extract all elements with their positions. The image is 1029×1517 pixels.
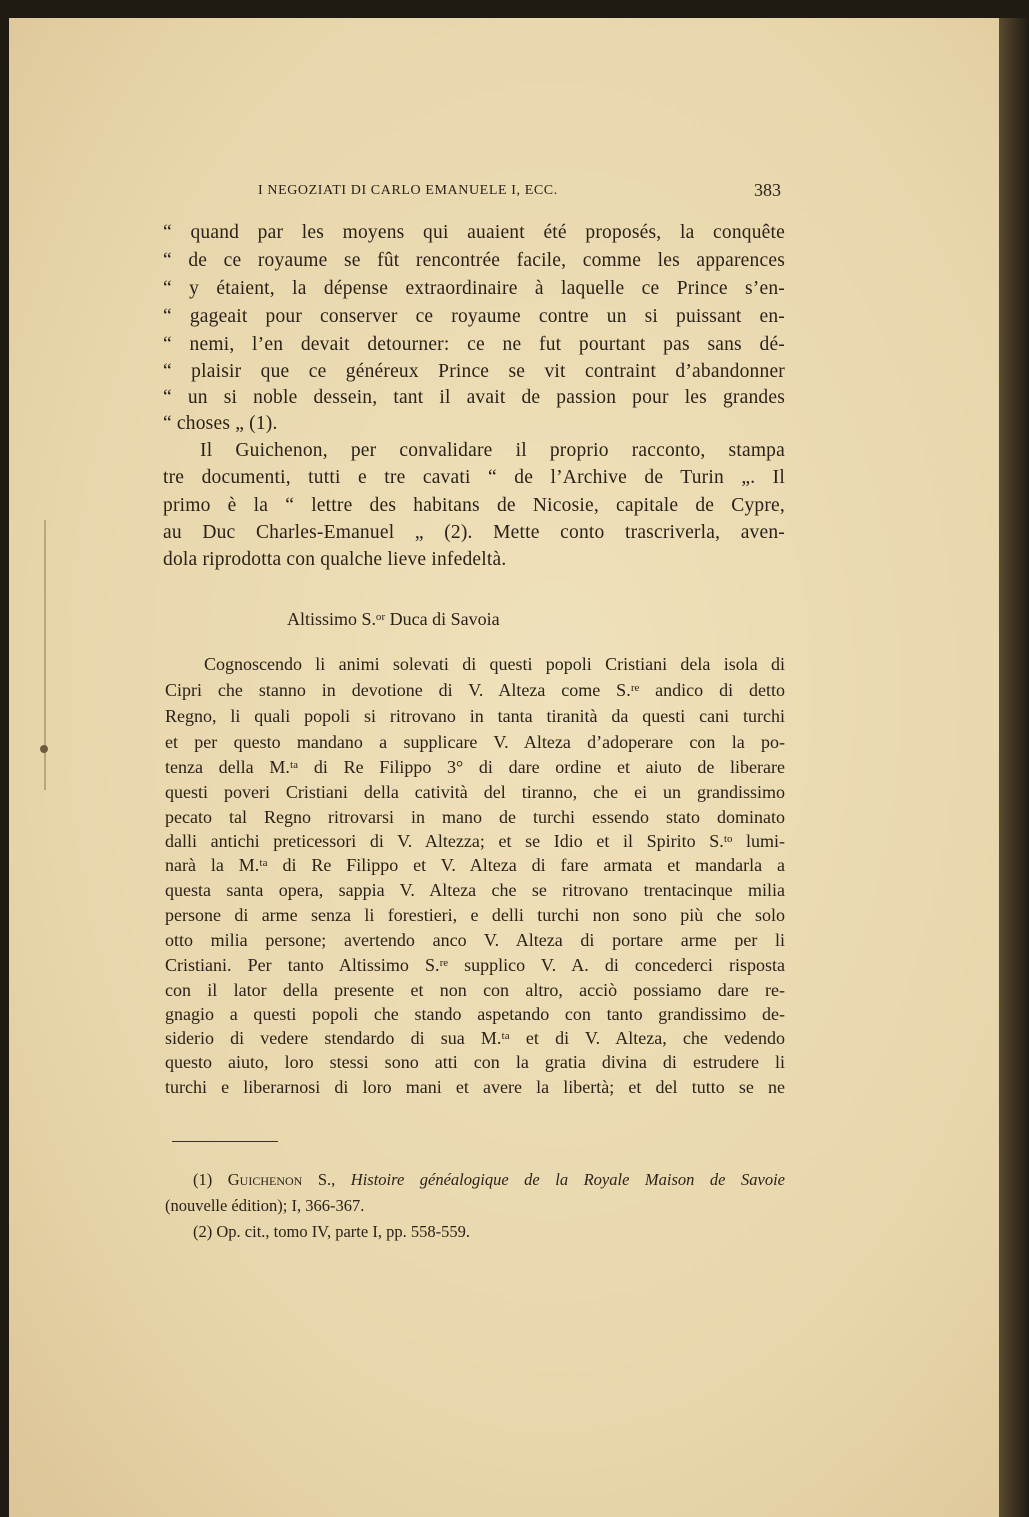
letter-line: turchi e liberarnosi di loro mani et avere la libertà; et del tutto se ne bbox=[165, 1077, 785, 1097]
letter-line: Cristiani. Per tanto Altissimo S.ʳᵉ supplico V. A. di concederci risposta bbox=[165, 955, 785, 975]
letter-line: siderio di vedere stendardo di sua M.ᵗᵃ et di V. Alteza, che vedendo bbox=[165, 1028, 785, 1048]
letter-line: Cipri che stanno in devotione di V. Alteza come S.ʳᵉ andico di detto bbox=[165, 680, 785, 700]
quote-line: “ y étaient, la dépense extraordinaire à laquelle ce Prince s’en- bbox=[163, 278, 785, 299]
letter-line: tenza della M.ᵗᵃ di Re Filippo 3° di dare ordine et aiuto de liberare bbox=[165, 757, 785, 777]
quote-line: “ de ce royaume se fût rencontrée facile, comme les apparences bbox=[163, 250, 785, 271]
footnote-1-continuation: (nouvelle édition); I, 366-367. bbox=[165, 1196, 365, 1215]
letter-salutation: Altissimo S.ᵒʳ Duca di Savoia bbox=[287, 609, 500, 629]
paragraph-line: au Duc Charles-Emanuel „ (2). Mette conto trascriverla, aven- bbox=[163, 522, 785, 543]
binding-hole bbox=[40, 745, 48, 753]
quote-line: “ plaisir que ce généreux Prince se vit contraint d’abandonner bbox=[163, 361, 785, 382]
letter-line: otto milia persone; avertendo anco V. Alteza di portare arme per li bbox=[165, 930, 785, 950]
quote-line: “ un si noble dessein, tant il avait de passion pour les grandes bbox=[163, 387, 785, 408]
footnote-author: Guichenon bbox=[227, 1170, 303, 1189]
footnote-1 bbox=[193, 1172, 785, 1189]
letter-line: questo aiuto, loro stessi sono atti con la gratia divina di estrudere li bbox=[165, 1052, 785, 1072]
letter-line: Cognoscendo li animi solevati di questi popoli Cristiani dela isola di bbox=[204, 654, 785, 674]
quote-line: “ choses „ (1). bbox=[163, 413, 278, 434]
running-header: I NEGOZIATI DI CARLO EMANUELE I, ECC. bbox=[258, 183, 558, 198]
page-number: 383 bbox=[754, 180, 781, 200]
letter-line: questi poveri Cristiani della catività del tiranno, che ei un grandissimo bbox=[165, 782, 785, 802]
letter-line: persone di arme senza li forestieri, e delli turchi non sono più che solo bbox=[165, 905, 785, 925]
quote-line: “ nemi, l’en devait detourner: ce ne fut pourtant pas sans dé- bbox=[163, 334, 785, 355]
letter-line: narà la M.ᵗᵃ di Re Filippo et V. Alteza di fare armata et mandarla a bbox=[165, 855, 785, 875]
letter-line: dalli antichi preticessori di V. Altezza; et se Idio et il Spirito S.ᵗᵒ lumi- bbox=[165, 831, 785, 851]
footnote-2: (2) Op. cit., tomo IV, parte I, pp. 558-559. bbox=[193, 1222, 470, 1241]
footnote-title: Histoire généalogique de la Royale Maison de Savoie bbox=[350, 1170, 785, 1189]
quote-line: “ quand par les moyens qui auaient été proposés, la conquête bbox=[163, 222, 785, 243]
letter-line: con il lator della presente et non con altro, acciò possiamo dare re- bbox=[165, 980, 785, 1000]
footnote-author-suffix: S., bbox=[302, 1170, 351, 1189]
paragraph-line: primo è la “ lettre des habitans de Nicosie, capitale de Cypre, bbox=[163, 495, 785, 516]
footnote-number: (1) bbox=[193, 1170, 213, 1189]
paragraph-line: dola riprodotta con qualche lieve infedeltà. bbox=[163, 549, 507, 570]
letter-line: questa santa opera, sappia V. Alteza che se ritrovano trentacinque milia bbox=[165, 880, 785, 900]
page-edge-shadow bbox=[999, 18, 1029, 1517]
paragraph-line: Il Guichenon, per convalidare il proprio racconto, stampa bbox=[200, 440, 785, 461]
letter-line: pecato tal Regno ritrovarsi in mano de turchi essendo stato dominato bbox=[165, 807, 785, 827]
quote-line: “ gageait pour conserver ce royaume contre un si puissant en- bbox=[163, 306, 785, 327]
letter-line: et per questo mandano a supplicare V. Alteza d’adoperare con la po- bbox=[165, 732, 785, 752]
letter-line: Regno, li quali popoli si ritrovano in tanta tiranità da questi cani turchi bbox=[165, 706, 785, 726]
footnote-rule bbox=[172, 1141, 278, 1142]
letter-line: gnagio a questi popoli che stando aspetando con tanto grandissimo de- bbox=[165, 1004, 785, 1024]
paragraph-line: tre documenti, tutti e tre cavati “ de l’Archive de Turin „. Il bbox=[163, 467, 785, 488]
